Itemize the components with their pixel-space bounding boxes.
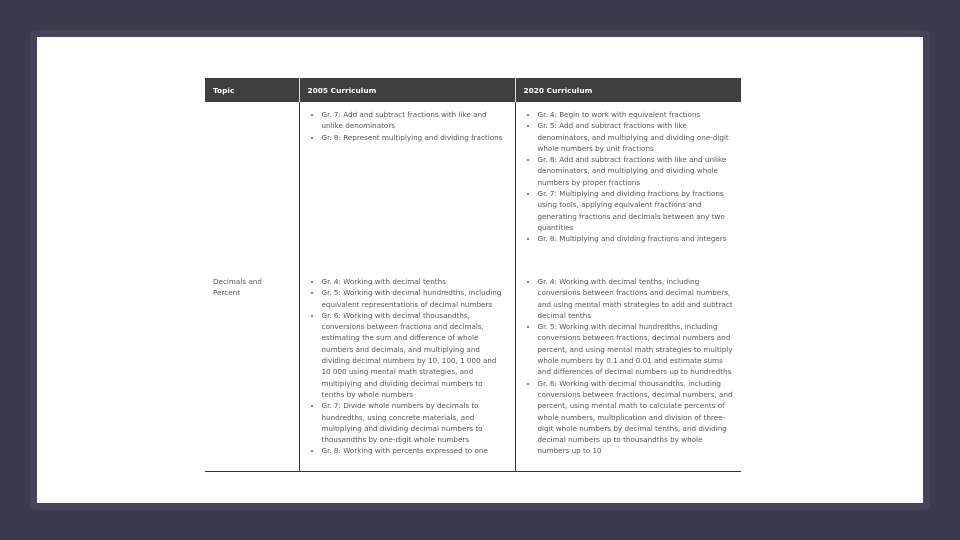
table-row	[205, 102, 741, 269]
curriculum-2020-cell	[515, 102, 741, 269]
list-item: • Gr. 8: Represent multiplying and dividing fractions	[322, 132, 507, 143]
bullet-list	[308, 109, 507, 143]
list-item: • Gr. 5: Working with decimal hundredths, including conversions between fractions, decimal numbers and percent, and using mental math strategies to multiply whole numbers by 0.1 and 0.01 and estimate sums and differences of decimal numbers up to hundredths	[538, 321, 734, 377]
bullet-list	[524, 276, 734, 457]
header-topic: Topic	[205, 78, 299, 102]
list-item: • Gr. 6: Working with decimal thousandths, including conversions between fractions, decimal numbers, and percent, using mental math to calculate percents of whole numbers, multiplication and division of three-digit whole numbers by decimal tenths, and dividing decimal numbers up to thousandths by whole numbers up to 10	[538, 378, 734, 457]
list-item: • Gr. 4: Working with decimal tenths	[322, 276, 507, 287]
list-item: • Gr. 4: Begin to work with equivalent fractions	[538, 109, 734, 120]
list-item: • Gr. 7: Divide whole numbers by decimals to hundredths, using concrete materials, and multiplying and dividing decimal numbers to thousandths by one-digit whole numbers	[322, 400, 507, 445]
topic-label: Decimals and Percent	[213, 277, 262, 298]
list-item: • Gr. 5: Add and subtract fractions with like denominators, and multiplying and dividing one-digit whole numbers by unit fractions	[538, 120, 734, 154]
list-item: • Gr. 8: Working with percents expressed to one	[322, 445, 507, 456]
curriculum-comparison-table	[205, 78, 741, 472]
topic-cell	[205, 102, 299, 269]
list-item: • Gr. 6: Add and subtract fractions with like and unlike denominators, and multiplying and dividing whole numbers by proper fractions	[538, 154, 734, 188]
curriculum-2020-cell	[515, 269, 741, 472]
list-item: • Gr. 7: Multiplying and dividing fractions by fractions using tools, applying equivalent fractions and generating fractions and decimals between any two quantities	[538, 188, 734, 233]
header-2005-curriculum: 2005 Curriculum	[299, 78, 515, 102]
curriculum-2005-cell	[299, 269, 515, 472]
list-item: • Gr. 8: Multiplying and dividing fractions and integers	[538, 233, 734, 244]
list-item: • Gr. 7: Add and subtract fractions with like and unlike denominators	[322, 109, 507, 132]
slide	[37, 37, 923, 503]
table-header-row	[205, 78, 741, 102]
list-item: • Gr. 5: Working with decimal hundredths, including equivalent representations of decimal numbers	[322, 287, 507, 310]
list-item: • Gr. 6: Working with decimal thousandths, conversions between fractions and decimals, estimating the sum and difference of whole numbers and decimals, and multiplying and dividing decimal numbers by 10, 100, 1 000 and 10 000 using mental math strategies, and multiplying and dividing decimal numbers to tenths by whole numbers	[322, 310, 507, 400]
bullet-list	[308, 276, 507, 457]
bullet-list	[524, 109, 734, 245]
list-item: • Gr. 4: Working with decimal tenths, including conversions between fractions and decimal numbers, and using mental math strategies to add and subtract decimal tenths	[538, 276, 734, 321]
topic-cell	[205, 269, 299, 472]
curriculum-2005-cell	[299, 102, 515, 269]
table-row	[205, 269, 741, 472]
header-2020-curriculum: 2020 Curriculum	[515, 78, 741, 102]
